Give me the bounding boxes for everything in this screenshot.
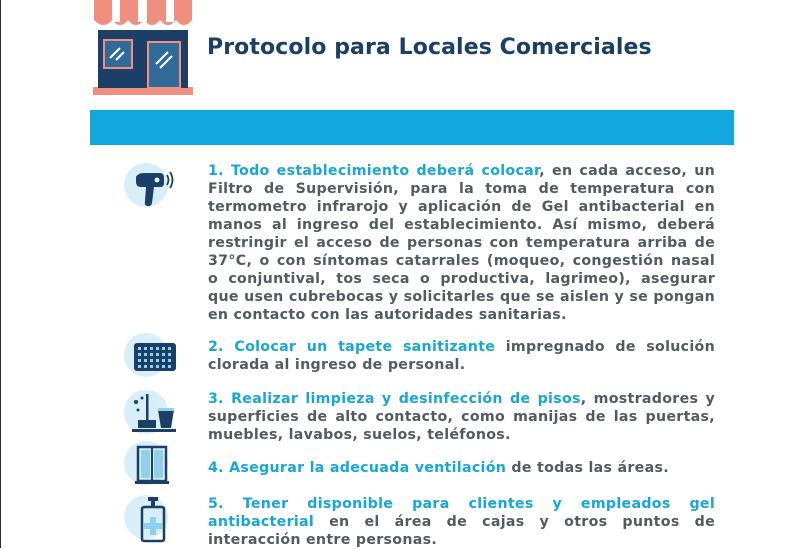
item-4-text — [208, 459, 715, 477]
item-3-text — [208, 390, 715, 444]
item-1-highlight: 1. Todo establecimiento deberá colocar — [208, 163, 540, 179]
page-title: Protocolo para Locales Comerciales — [207, 35, 652, 60]
thermometer-gun-icon — [124, 163, 174, 213]
item-4-body: de todas las áreas. — [506, 460, 669, 476]
window-icon — [124, 441, 174, 491]
item-2-highlight: 2. Colocar un tapete sanitizante — [208, 339, 496, 355]
item-5-body: en el área de cajas y otros puntos de interacción entre personas. — [208, 514, 715, 548]
item-4-highlight: 4. Asegurar la adecuada ventilación — [208, 460, 507, 476]
item-3-highlight: 3. Realizar limpieza y desinfección de pisos — [208, 391, 581, 407]
store-icon — [90, 0, 196, 96]
item-1-body: , en cada acceso, un Filtro de Supervisión, para la toma de temperatura con termometro infrarojo y aplicación de Gel antibacterial en manos al ingreso del establecimiento. Así mismo, deberá restringir el acceso de personas con temperatura arriba de 37°C, o con síntomas catarrales (moqueo, congestión nasal o conjuntival, tos seca o productiva, lagrimeo), asegurar que usen cubrebocas y solicitarles que se aislen y se pongan en contacto con las autoridades sanitarias. — [208, 163, 715, 323]
cleaning-supplies-icon — [124, 390, 174, 440]
item-5-text — [208, 495, 715, 549]
page-edge-line — [0, 0, 1, 548]
hand-sanitizer-icon — [124, 495, 174, 545]
item-2-body: impregnado de solución clorada al ingreso de personal. — [208, 339, 715, 373]
item-2-text — [208, 338, 715, 374]
item-5-highlight: 5. Tener disponible para clientes y empleados gel antibacterial — [208, 496, 715, 530]
sanitizing-mat-icon — [124, 333, 174, 383]
item-1-text — [208, 162, 715, 324]
item-3-body: , mostradores y superficies de alto contacto, como manijas de las puertas, muebles, lavabos, suelos, teléfonos. — [208, 391, 715, 443]
header-band — [90, 110, 734, 145]
